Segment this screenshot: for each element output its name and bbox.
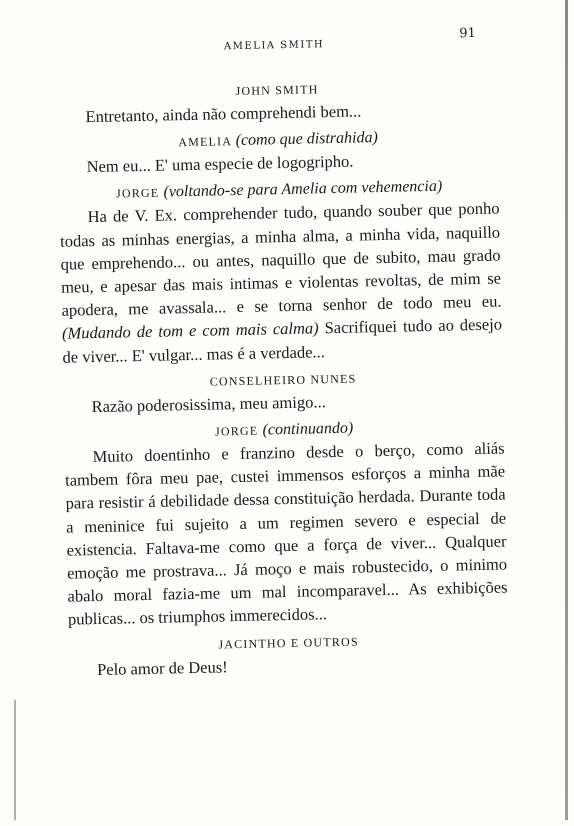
speech-line: Razão poderosissima, meu amigo... (91, 392, 326, 416)
speaker-name: CONSELHEIRO NUNES (209, 371, 357, 389)
play-text (57, 70, 510, 682)
running-head: AMELIA SMITH (223, 39, 325, 53)
speech-line: Nem eu... E' uma especie de logogripho. (86, 151, 354, 177)
speaker-name: JORGE (214, 423, 259, 439)
speech-line: Pelo amor de Deus! (96, 656, 228, 679)
speech-line: Entretanto, ainda não comprehendi bem... (85, 101, 362, 127)
speech-text: Sacrifiquei tudo ao desejo de viver... E' vulgar... mas é a verdade... (62, 314, 503, 367)
stage-direction: (como que distrahida) (235, 129, 379, 150)
stage-direction: (continuando) (262, 419, 354, 439)
inline-stage-direction: (Mudando de tom e com mais calma) (61, 318, 319, 344)
stage-direction: (voltando-se para Amelia com vehemencia) (163, 178, 443, 201)
speech-text: Ha de V. Ex. comprehender tudo, quando souber que ponho todas as minhas energias, a minha alma, a minha vida, naquillo que emprehendo... ou antes, naquillo que de subito, mau grado meu, e apesar das mais intimas e violentas revoltas, de mim se apodera, me avassala... e se torna senhor de todo meu eu. (59, 198, 502, 320)
speech-paragraph: Muito doentinho e franzino desde o berço, como aliás tambem fôra meu pae, custei immensos esforços a minha mãe para resistir á debilidade dessa constituição herdada. Durante toda a meninice fui sujeito a um regimen severo e especial de existencia. Faltava-me como que a força de viver... Qualquer emoção me prostrava... Já moço e mais robustecido, o minimo abalo moral fazia-me um mal incomparavel... As exhibições publicas... os triumphos immerecidos... (64, 438, 508, 630)
page-number: 91 (459, 25, 477, 42)
speaker-name: JACINTHO E OUTROS (218, 634, 359, 652)
speaker-name: JORGE (115, 186, 160, 201)
speaker-name: JOHN SMITH (235, 82, 319, 99)
speech-paragraph (59, 197, 502, 369)
speaker-name: AMELIA (178, 134, 232, 150)
